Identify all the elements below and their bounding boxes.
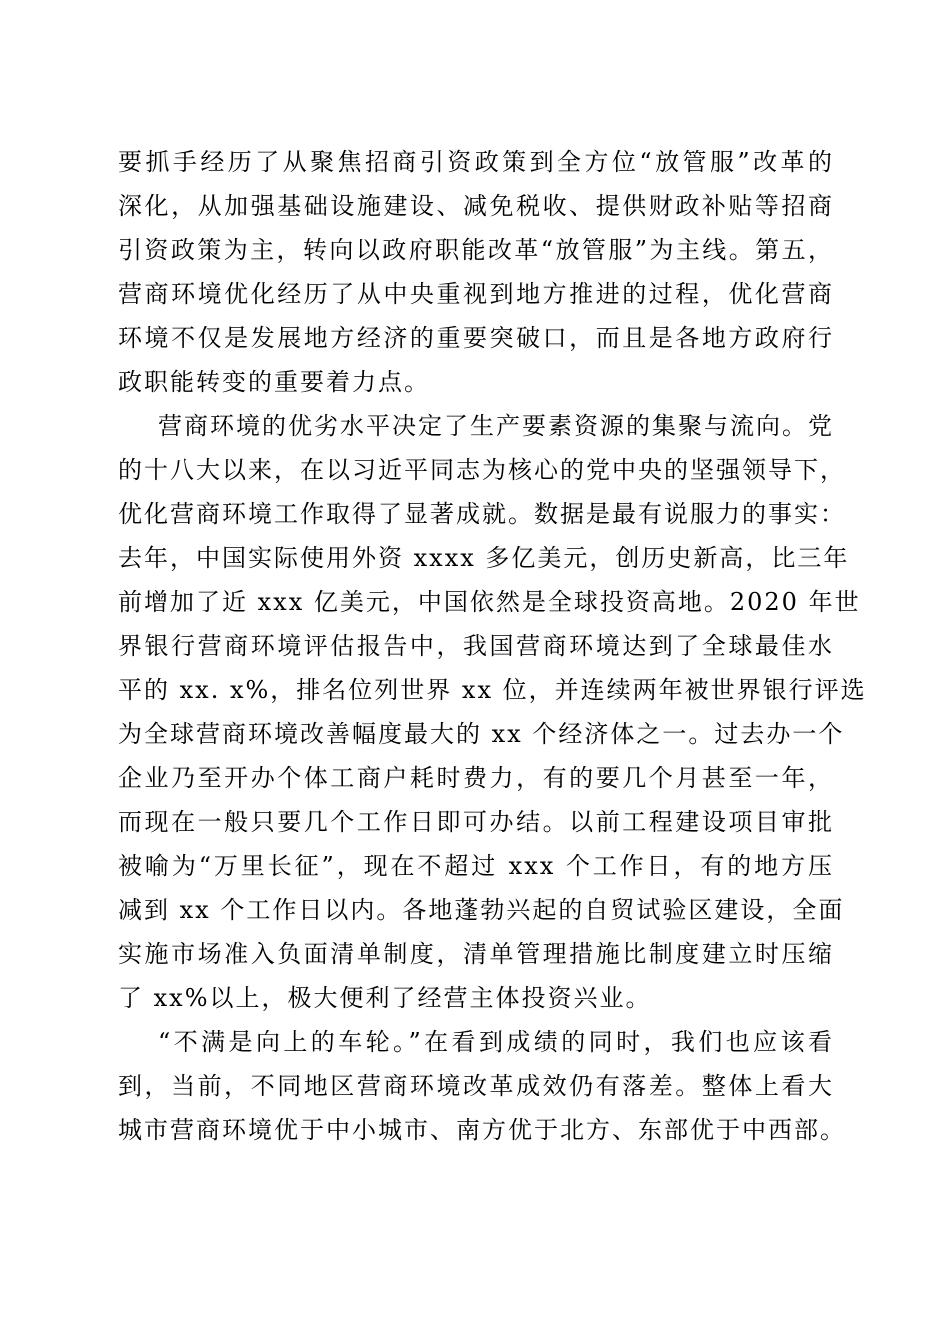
text-line: 实施市场准入负面清单制度，清单管理措施比制度建立时压缩 [118,940,834,968]
text-line: 平的 xx. x%，排名位列世界 xx 位，并连续两年被世界银行评选 [118,676,867,704]
text-line: 前增加了近 xxx 亿美元，中国依然是全球投资高地。2020 年世 [118,588,861,616]
text-line: 政职能转变的重要着力点。 [118,368,430,396]
paragraph-1 [118,140,834,404]
text-line: 被喻为“万里长征”，现在不超过 xxx 个工作日，有的地方压 [118,852,834,880]
text-line: 了 xx%以上，极大便利了经营主体投资兴业。 [118,984,652,1012]
text-line: 优化营商环境工作取得了显著成就。数据是最有说服力的事实： [118,500,846,528]
text-line: “不满是向上的车轮。”在看到成绩的同时，我们也应该看 [158,1028,834,1056]
text-line: 营商环境优化经历了从中央重视到地方推进的过程，优化营商 [118,280,834,308]
text-line: 企业乃至开办个体工商户耗时费力，有的要几个月甚至一年， [118,764,834,792]
text-line: 营商环境的优劣水平决定了生产要素资源的集聚与流向。党 [158,412,834,440]
text-line: 要抓手经历了从聚焦招商引资政策到全方位“放管服”改革的 [118,148,834,176]
paragraph-3 [118,1020,846,1152]
text-line: 减到 xx 个工作日以内。各地蓬勃兴起的自贸试验区建设，全面 [118,896,845,924]
text-line: 为全球营商环境改善幅度最大的 xx 个经济体之一。过去办一个 [118,720,845,748]
text-line: 深化，从加强基础设施建设、减免税收、提供财政补贴等招商 [118,192,834,220]
document-body [118,140,867,1152]
paragraph-2 [118,404,867,1020]
text-line: 去年，中国实际使用外资 xxxx 多亿美元，创历史新高，比三年 [118,544,850,572]
text-line: 而现在一般只要几个工作日即可办结。以前工程建设项目审批 [118,808,834,836]
text-line: 引资政策为主，转向以政府职能改革“放管服”为主线。第五， [118,236,834,264]
text-line: 的十八大以来，在以习近平同志为核心的党中央的坚强领导下， [118,456,846,484]
text-line: 环境不仅是发展地方经济的重要突破口，而且是各地方政府行 [118,324,834,352]
text-line: 界银行营商环境评估报告中，我国营商环境达到了全球最佳水 [118,632,834,660]
text-line: 到，当前，不同地区营商环境改革成效仍有落差。整体上看大 [118,1072,834,1100]
text-line: 城市营商环境优于中小城市、南方优于北方、东部优于中西部。 [118,1116,846,1144]
